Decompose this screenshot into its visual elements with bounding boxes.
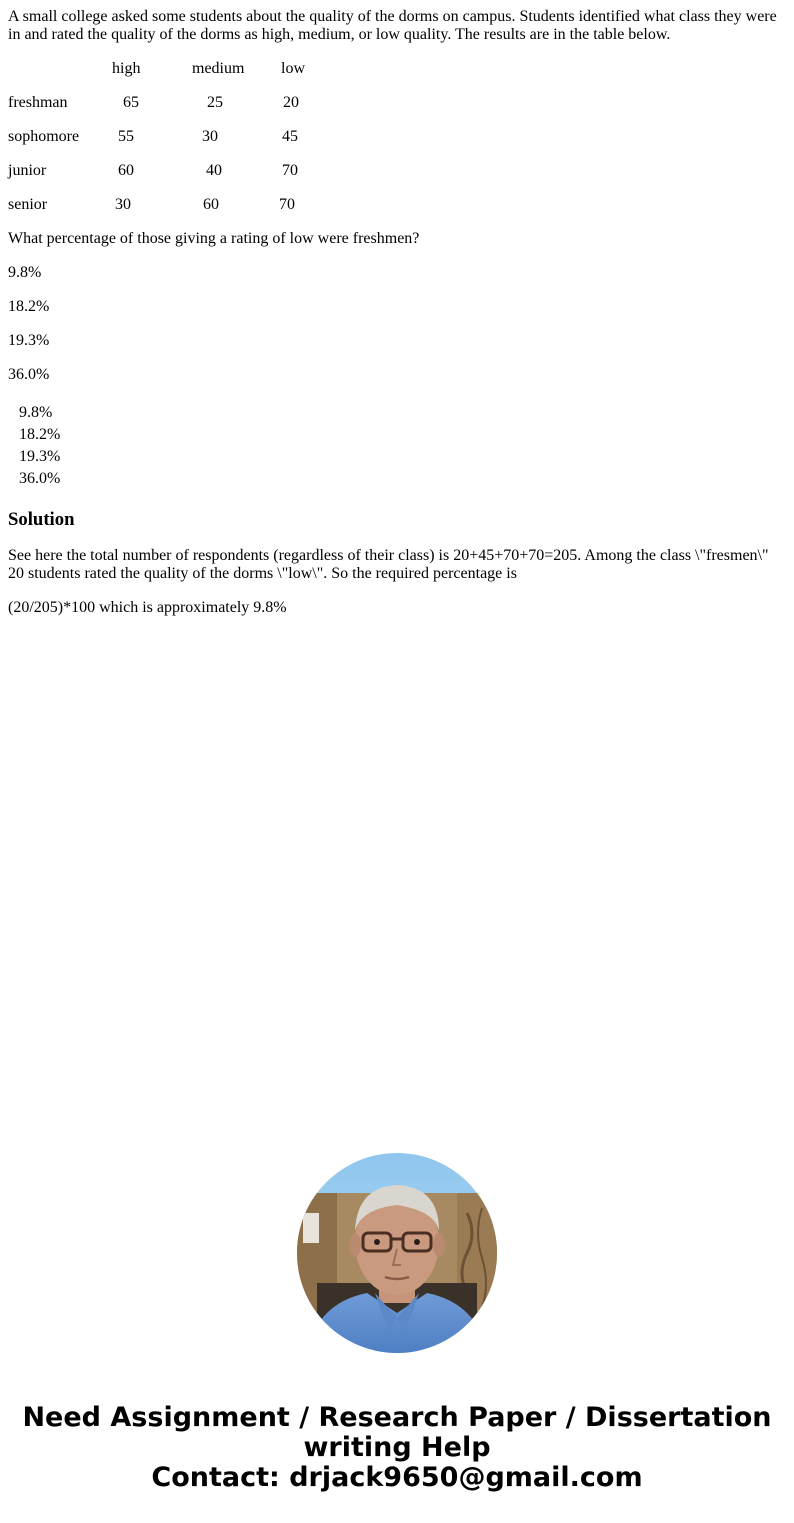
table-cell: 45 [282, 128, 298, 145]
table-cell: 20 [283, 94, 299, 111]
list-item: 9.8% [19, 404, 53, 421]
author-portrait-image [297, 1153, 497, 1353]
options-list [8, 402, 786, 490]
list-item: 18.2% [19, 426, 61, 443]
table-row [8, 162, 786, 180]
table-cell: 25 [207, 94, 223, 111]
table-row [8, 94, 786, 112]
author-avatar [297, 1153, 497, 1353]
solution-heading: Solution [8, 509, 75, 530]
table-row [8, 128, 786, 146]
row-label: freshman [8, 94, 68, 111]
table-cell: 70 [279, 196, 295, 213]
table-cell: 55 [118, 128, 134, 145]
row-label: sophomore [8, 128, 80, 145]
row-label: junior [8, 162, 47, 179]
footer-contact: Contact: drjack9650@gmail.com [151, 1462, 643, 1493]
column-header-low: low [281, 60, 305, 77]
answer-option: 19.3% [8, 332, 50, 349]
footer-line: writing Help [303, 1432, 491, 1463]
solution-result: (20/205)*100 which is approximately 9.8% [8, 599, 287, 616]
table-header-row [8, 60, 786, 78]
column-header-high: high [112, 60, 141, 77]
table-cell: 60 [203, 196, 219, 213]
footer-line: Need Assignment / Research Paper / Dissertation [22, 1402, 772, 1433]
answer-option: 18.2% [8, 298, 50, 315]
column-header-medium: medium [192, 60, 245, 77]
list-item: 19.3% [19, 448, 61, 465]
question-prompt: What percentage of those giving a rating of low were freshmen? [8, 230, 420, 247]
question-intro: A small college asked some students about the quality of the dorms on campus. Students identified what class they were in and rated the quality of the dorms as high, medium, or low quality. The results are in the table below. [8, 8, 777, 43]
list-item: 36.0% [19, 470, 61, 487]
solution-paragraph: See here the total number of respondents (regardless of their class) is 20+45+70+70=205. Among the class \"fresmen\" 20 students rated the quality of the dorms \"low\". So the required percentage is [8, 547, 769, 582]
table-cell: 65 [123, 94, 139, 111]
table-cell: 30 [115, 196, 131, 213]
table-cell: 40 [206, 162, 222, 179]
table-cell: 30 [202, 128, 218, 145]
document-body [8, 0, 786, 617]
table-cell: 60 [118, 162, 134, 179]
answer-option: 36.0% [8, 366, 50, 383]
table-cell: 70 [282, 162, 298, 179]
table-row [8, 196, 786, 214]
row-label: senior [8, 196, 48, 213]
answer-option: 9.8% [8, 264, 42, 281]
promo-footer [0, 1403, 794, 1493]
